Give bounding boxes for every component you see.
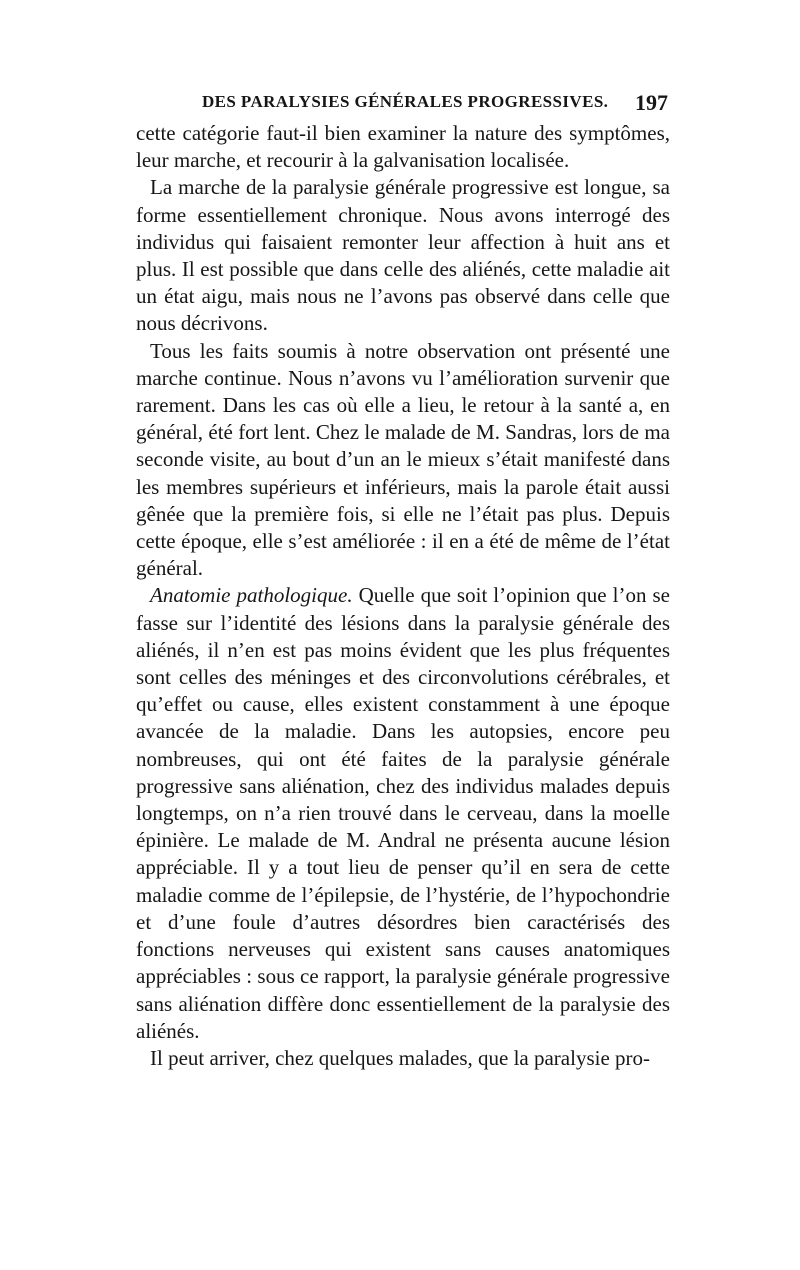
running-title: DES PARALYSIES GÉNÉRALES PROGRESSIVES. (202, 92, 609, 111)
paragraph-2-text: La marche de la paralysie générale progressive est longue, sa forme essentiellement chronique. Nous avons interrogé des individus qui faisaient remonter leur affection à huit ans et plus. Il est possible que dans celle des aliénés, cette maladie ait un état aigu, mais nous ne l’avons pas observé dans celle que nous décrivons. (136, 175, 670, 336)
paragraph-2 (136, 174, 670, 337)
paragraph-5 (136, 1045, 670, 1072)
body-text (136, 120, 670, 1072)
paragraph-5-text: Il peut arriver, chez quelques malades, que la paralysie pro- (150, 1045, 651, 1070)
paragraph-3-text: Tous les faits soumis à notre observation ont présenté une marche continue. Nous n’avons vu l’amélioration survenir que rarement. Dans les cas où elle a lieu, le retour à la santé a, en général, été fort lent. Chez le malade de M. Sandras, lors de ma seconde visite, au bout d’un an le mieux s’était manifesté dans les membres supérieurs et inférieurs, mais la parole était aussi gênée que la première fois, si elle ne l’était pas plus. Depuis cette époque, elle s’est améliorée : il en a été de même de l’état général. (136, 338, 670, 581)
paragraph-3 (136, 338, 670, 583)
paragraph-1 (136, 120, 670, 174)
page-header (136, 90, 670, 120)
section-heading-anatomie: Anatomie pathologique. (150, 583, 353, 608)
paragraph-1-text: cette catégorie faut-il bien examiner la nature des symptômes, leur marche, et recourir à la galvanisation localisée. (136, 121, 670, 173)
paragraph-4-text: Quelle que soit l’opinion que l’on se fasse sur l’identité des lésions dans la paralysie générale des aliénés, il n’en est pas moins évident que les plus fréquentes sont celles des méninges et des circonvolutions cérébrales, et qu’effet ou cause, elles existent constamment à une époque avancée de la maladie. Dans les autopsies, encore peu nombreuses, qui ont été faites de la paralysie générale progressive sans aliénation, chez des individus malades depuis longtemps, on n’a rien trouvé dans le cerveau, dans la moelle épinière. Le malade de M. Andral ne présenta aucune lésion appréciable. Il y a tout lieu de penser qu’il en sera de cette maladie comme de l’épilepsie, de l’hystérie, de l’hypochondrie et d’une foule d’autres désordres bien caractérisés des fonctions nerveuses qui existent sans causes anatomiques appréciables : sous ce rapport, la paralysie générale progressive sans aliénation diffère donc essentiellement de la paralysie des aliénés. (136, 583, 670, 1043)
paragraph-4 (136, 582, 670, 1044)
page-number: 197 (635, 90, 668, 115)
